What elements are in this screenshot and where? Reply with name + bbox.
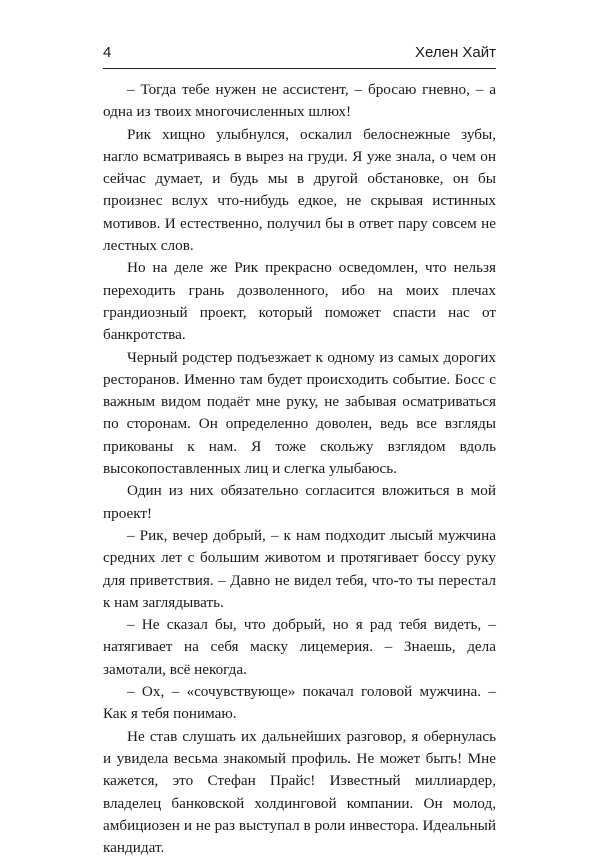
paragraph-8: – Ох, – «сочувствующе» покачал головой мужчина. – Как я тебя понимаю.	[103, 683, 496, 723]
paragraph-6: – Рик, вечер добрый, – к нам подходит лысый мужчина средних лет с большим животом и протягивает боссу руку для приветствия. – Давно не видел тебя, что-то ты перестал к нам заглядывать.	[103, 526, 496, 611]
header-divider	[103, 68, 496, 69]
page-number: 4	[103, 44, 112, 61]
paragraph-3: Но на деле же Рик прекрасно осведомлен, что нельзя переходить грань дозволенного, ибо на моих плечах грандиозный проект, который поможет спасти нас от банкротства.	[103, 259, 496, 344]
author-name: Хелен Хайт	[415, 44, 496, 61]
paragraph-7: – Не сказал бы, что добрый, но я рад тебя видеть, – натягивает на себя маску лицемерия. – Знаешь, дела замотали, всё некогда.	[103, 616, 496, 678]
body-text	[103, 79, 496, 859]
paragraph-4: Черный родстер подъезжает к одному из самых дорогих ресторанов. Именно там будет происходить событие. Босс с важным видом подаёт мне руку, не забывая осматриваться по сторонам. Он определенно доволен, ведь все взгляды прикованы к нам. Я тоже скольжу взглядом вдоль высокопоставленных лиц и слегка улыбаюсь.	[103, 348, 496, 478]
paragraph-1: – Тогда тебе нужен не ассистент, – бросаю гневно, – а одна из твоих многочисленных шлюх!	[103, 81, 496, 121]
paragraph-2: Рик хищно улыбнулся, оскалил белоснежные зубы, нагло всматриваясь в вырез на груди. Я уже знала, о чем он сейчас думает, и будь мы в другой обстановке, он бы произнес вслух что-нибудь едкое, не скрывая истинных мотивов. И естественно, получил бы в ответ пару совсем не лестных слов.	[103, 125, 496, 255]
running-head	[103, 44, 496, 66]
paragraph-9: Не став слушать их дальнейших разговор, я обернулась и увидела весьма знакомый профиль. Не может быть! Мне кажется, это Стефан Прайс! Известный миллиардер, владелец банковской холдинговой компании. Он молод, амбициозен и не раз выступал в роли инвестора. Идеальный кандидат.	[103, 727, 496, 857]
paragraph-5: Один из них обязательно согласится вложиться в мой проект!	[103, 482, 496, 522]
